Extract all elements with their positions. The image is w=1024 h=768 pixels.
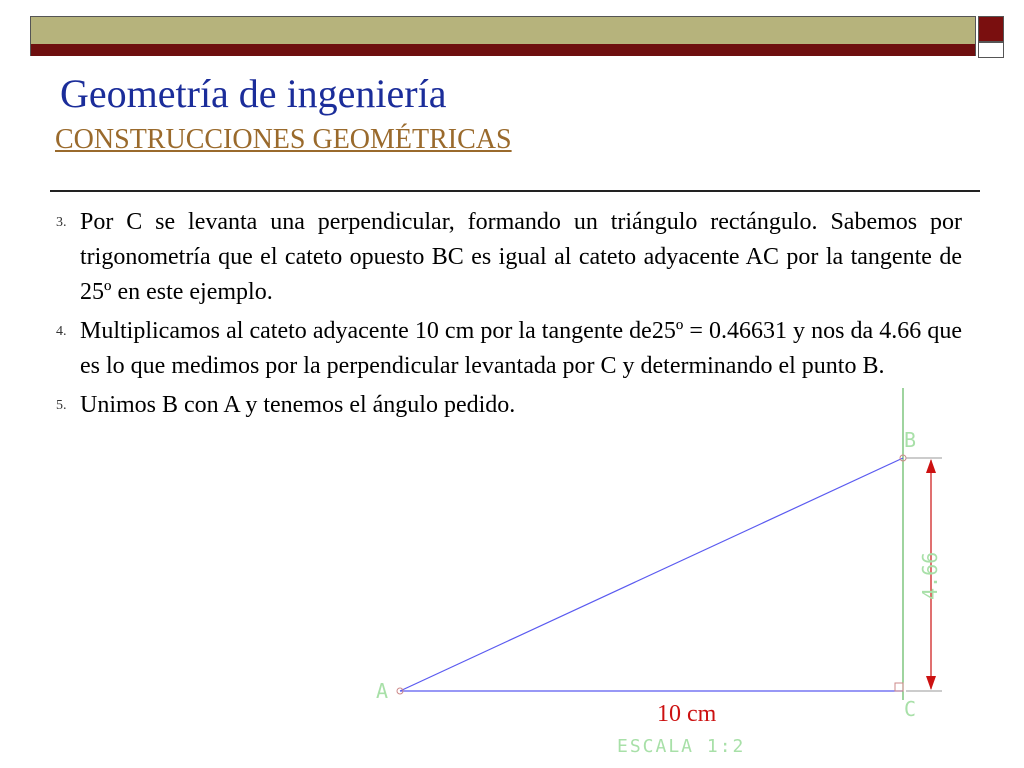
step-item-3 xyxy=(56,205,962,310)
slide-title: Geometría de ingeniería xyxy=(60,71,447,116)
label-point-c: C xyxy=(904,697,917,721)
step-text: Unimos B con A y tenemos el ángulo pedido. xyxy=(80,392,516,418)
label-dimension-vertical: 4.66 xyxy=(918,551,942,600)
dimension-arrow-bottom xyxy=(926,676,936,690)
right-angle-mark xyxy=(895,683,903,691)
point-b-marker xyxy=(900,455,906,461)
label-point-b: B xyxy=(904,428,917,452)
step-item-4 xyxy=(56,314,962,384)
steps-list xyxy=(56,205,962,427)
step-number: 3. xyxy=(56,215,67,230)
header-maroon-band xyxy=(31,44,975,56)
header-corner-box-outline xyxy=(978,42,1004,58)
step-text: Por C se levanta una perpendicular, formando un triángulo rectángulo. Sabemos por trigonometría que el cateto opuesto BC es igual al cateto adyacente AC por la tangente de 25º en este ejemplo. xyxy=(80,209,962,305)
header-corner-box xyxy=(978,16,1004,42)
step-item-5 xyxy=(56,388,962,423)
header-decoration-bar xyxy=(30,16,976,56)
step-text: Multiplicamos al cateto adyacente 10 cm por la tangente de25º = 0.46631 y nos da 4.66 que es lo que medimos por la perpendicular levantada por C y determinando el punto B. xyxy=(80,318,962,379)
label-point-a: A xyxy=(376,679,389,703)
point-a-marker xyxy=(397,688,403,694)
title-divider xyxy=(50,190,980,192)
step-number: 5. xyxy=(56,398,67,413)
label-dimension-horizontal: 10 cm xyxy=(657,701,717,727)
slide-subtitle: CONSTRUCCIONES GEOMÉTRICAS xyxy=(55,124,512,155)
hypotenuse-line-ab xyxy=(400,458,903,691)
step-number: 4. xyxy=(56,324,67,339)
label-scale: ESCALA 1:2 xyxy=(617,736,746,757)
header-olive-band xyxy=(31,17,975,44)
dimension-arrow-top xyxy=(926,459,936,473)
